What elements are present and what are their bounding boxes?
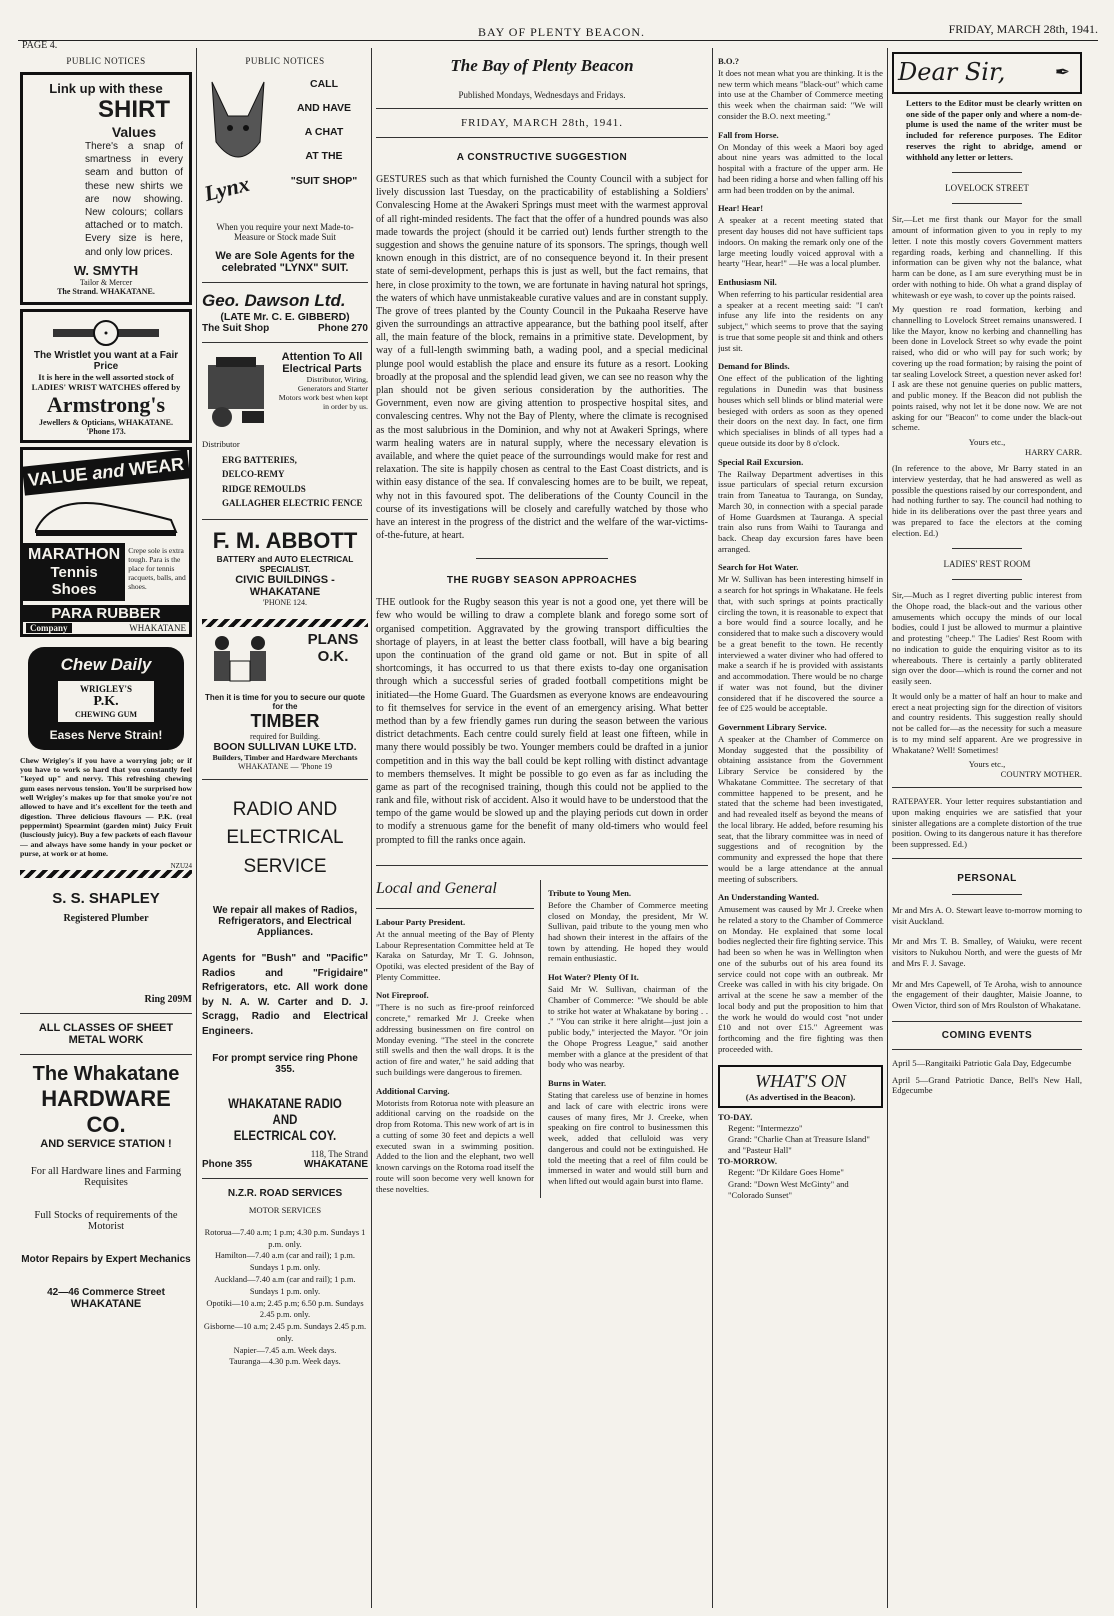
event-item: April 5—Rangitaiki Patriotic Gala Day, Edgecumbe [892, 1057, 1072, 1068]
news-heading: Demand for Blinds. [718, 361, 790, 372]
ad-line: ELECTRICAL [226, 827, 344, 849]
listing: Grand: "Down West McGinty" and "Colorado Sunset" [728, 1178, 849, 1200]
ad-line: RIDGE REMOULDS [222, 483, 306, 494]
news-heading: Fall from Horse. [718, 129, 779, 140]
ad-line: ELECTRICAL COY. [233, 1127, 337, 1144]
news-heading: Labour Party President. [376, 916, 466, 927]
personal-item: Mr and Mrs A. O. Stewart leave to-morrow morning to visit Auckland. [892, 904, 1082, 926]
ad-line: Phone 355 [202, 1159, 253, 1171]
letter-heading: LOVELOCK STREET [945, 183, 1029, 194]
ad-line: CIVIC BUILDINGS - WHAKATANE [235, 573, 335, 598]
ad-line: Then it is time for you to secure our quote for the [204, 692, 365, 711]
news-heading: Additional Carving. [376, 1085, 450, 1096]
news-body: Motorists from Rotorua note with pleasure an additional carving on the roadside on the drop from Rotoma. This new work of art is in a cutting of some 30 feet and depicts a well executed swan in a swimming position. Added to the lion and the elephant, two well known carvings on the Rotoma road itself the route will soon become very well known for these novelties. [376, 1097, 534, 1194]
ad-sub: Tailor & Mercer [79, 277, 133, 287]
column-1 [20, 48, 192, 1608]
ad-line: AND HAVE [296, 102, 352, 115]
edition-date: FRIDAY, MARCH 28th, 1941. [461, 117, 623, 129]
letter-body: Sir,—Much as I regret diverting public interest from the Ohope road, the black-out and the various other amusements which occupy the minds of our local bodies, could I just be allowed to murmur a plaintive and protesting "cheep." The Ladies' Rest Room with no indication to guide the enquiring visitor as to its whereabouts. There is certainly a partly obliterated sign over the door—which is round the corner and not easily seen. [892, 590, 1082, 687]
watch-icon [27, 316, 185, 350]
ad-line: "SUIT SHOP" [290, 174, 358, 187]
news-heading: Hear! Hear! [718, 203, 764, 214]
ad-body: Crepe sole is extra tough. Para is the place for tennis racquets, balls, and shoes. [128, 545, 186, 591]
ad-line: AT THE [305, 150, 343, 163]
page-number: PAGE 4. [22, 40, 58, 51]
column-5 [892, 48, 1082, 1608]
ad-name: BOON SULLIVAN LUKE LTD. [213, 740, 357, 753]
header-date: FRIDAY, MARCH 28th, 1941. [948, 22, 1098, 36]
ad-line: 'PHONE 124. [262, 597, 308, 607]
ad-line: WHAKATANE — 'Phone 19 [238, 761, 332, 771]
news-body: Said Mr W. Sullivan, chairman of the Chamber of Commerce: "We should be able to strike hot water at Whakatane by boring . . ." "You can strike it here alright—just join a public body," interjected the Mayor. "Or join the Ohope Progress League," said another member with a glance at the president of that body who was nearby. [548, 984, 708, 1070]
ad-line: WHAKATANE RADIO AND [228, 1095, 342, 1128]
ad-line: The Wristlet you want at a Fair Price [33, 349, 179, 372]
letter-body: My question re road formation, kerbing and channelling to Lovelock Street remains unanswered. I like the Mayor, know no kerbing and channelling has been done in Lovelock Street so why evade the point raised, who did or who will pay for such work; by covering up the road formation; by raising the point of tar sealing Lovelock Street, a question never asked for! I ask are these not genuine queries on public matters, and public money. If the Beacon did not publish the points raised, why not let it be done now. We are not asking for our "Beacon" to come under the black-out scheme. [892, 304, 1082, 433]
letter-sign: Yours etc., [968, 437, 1006, 448]
letter-sign: HARRY CARR. [1025, 447, 1082, 458]
ad-line: RADIO AND [232, 798, 338, 820]
ad-line: MARATHON [28, 545, 121, 563]
timetable-line: Hamilton—7.40 a.m (car and rail); 1 p.m. Sundays 1 p.m. only. [214, 1251, 355, 1273]
ad-line: The Suit Shop [202, 323, 270, 334]
ad-line: Builders, Timber and Hardware Merchants [212, 752, 358, 762]
news-body: "There is no such as fire-proof reinforced concrete," remarked Mr J. Creeke when addressing businessmen on fire control on Monday evening. "The steel in the concrete still swells and then the wall drops. It is the action of fire and water," he said adding that such buildings were dangerous to firemen. [376, 1002, 534, 1077]
news-heading: Not Fireproof. [376, 990, 429, 1001]
ad-line: Link up with these [49, 81, 163, 96]
news-body: A speaker at a recent meeting stated that present day houses did not have sufficient taps indoors. On making the remark only one of the large meeting loudly voiced approval with a hearty "Hear, hear!" —He was a local plumber. [718, 215, 883, 269]
ad-line: 42—46 Commerce Street [47, 1287, 165, 1299]
shoe-icon [23, 487, 189, 543]
news-heading: Burns in Water. [548, 1078, 607, 1089]
page-header [18, 22, 1098, 51]
column-4 [718, 48, 883, 1608]
ad-code: NZU24 [170, 862, 192, 871]
local-general-heading: Local and General [376, 879, 497, 897]
article-body: THE outlook for the Rugby season this year is not a good one, yet there will be few who would be willing to draw a complete blank and forego some sort of organised competition. Aggravated by the growing transport difficulties the shortage of players, in at least the better class football, will have a big bearing upon the continuation of the grand old game or not. But in spite of all shortcomings, it has occurred to us that there exists to-day one organisation through which a successful series of graded football competitions might be initiated—the Home Guard. The Guardsmen as everyone knows are endeavouring to fit themselves for service in the event of an emergency arising. What better method than by a few friendly games run during the season between the various district detachments. Each centre could surely field at least one fifteen, while in many there would possibly be two. Younger members could be drafted in a junior competition and in this way the ball could be kept rolling with distinct advantage to members themselves. It might be possible to go even as far as including the game as part of the recognised training, though this could not be applied to the rank and file, without risk of accident. Also it would have to be understood that the tempo of the game would be slowed up and the playing periods cut down in order to modify a strenuous game for the benefit of many old-timers who would feel prompted to fill the ranks once again. [376, 597, 708, 846]
ad-line: Company [26, 623, 72, 633]
article-heading: A CONSTRUCTIVE SUGGESTION [456, 152, 628, 163]
nzr-ad [202, 1187, 368, 1368]
dawson-ad [202, 291, 368, 334]
wrigley-ad [20, 647, 192, 879]
ad-addr: The Strand. WHAKATANE. [57, 286, 155, 296]
ad-name: Armstrong's [46, 391, 166, 417]
ad-line: MOTOR SERVICES [248, 1205, 322, 1216]
zigzag-icon [20, 870, 192, 878]
zigzag-icon [202, 619, 368, 627]
header-rule [18, 40, 1098, 41]
builders-icon [202, 631, 286, 693]
article-heading: THE RUGBY SEASON APPROACHES [446, 575, 638, 587]
timetable-line: Auckland—7.40 a.m (car and rail); 1 p.m. Sundays 1 p.m. only. [214, 1275, 356, 1296]
published-line: Published Mondays, Wednesdays and Fridays. [458, 90, 626, 100]
timetable-line: Opotiki—10 a.m; 2.45 p.m; 6.50 p.m. Sundays 2.45 p.m. only. [206, 1298, 364, 1320]
letters-rules: Letters to the Editor must be clearly written on one side of the paper only and where a nom-de-plume is used the name of the writer must be included for reference purposes. The Editor reserves the right to abridge, amend or withhold any letter or letters. [906, 98, 1082, 162]
radio-ad [202, 796, 368, 1171]
quill-icon: ✒ [1054, 62, 1070, 82]
ad-line: Values [111, 124, 157, 140]
news-body: At the annual meeting of the Bay of Plenty Labour Representation Committee held at Te Karaka on Saturday, Mr T. G. Johnson, Opotiki, was elected president of the Bay of Plenty Committee. [376, 928, 534, 982]
ad-line: Eases Nerve Strain! [49, 727, 163, 742]
marathon-ad [20, 447, 192, 637]
lynx-cat-icon [202, 72, 274, 222]
listing: Regent: "Dr Kildare Goes Home" [728, 1167, 844, 1178]
news-heading: B.O.? [718, 56, 740, 66]
news-heading: Special Rail Excursion. [718, 456, 804, 467]
timetable-line: Rotorua—7.40 a.m; 1 p.m; 4.30 p.m. Sundays 1 p.m. only. [204, 1227, 366, 1249]
news-heading: Enthusiasm Nil. [718, 277, 777, 288]
ad-line: A CHAT [304, 126, 344, 139]
news-body: A speaker at the Chamber of Commerce on Monday suggested that the possibility of obtaining assistance from the Government Library Service be considered by the Whakatane Committee. The secretary of that committee happened to be present, and he stated that the scheme had been investigated, and had revealed itself as beyond the means of the local library. He added, before resuming his seat, that the library committee was in need of suggestions and of recognition by the community and expressed the hope that there would be a large attendance at the annual meeting of subscribers. [718, 733, 883, 884]
hardware-ad [20, 1063, 192, 1310]
ad-line: WHAKATANE [70, 1298, 142, 1311]
ad-body: Chew Wrigley's if you have a worrying job; or if you have to work so hard that you constantly feel "keyed up" and nervy. This refreshing chewing gum eases nervous tension. You'll be surprised how well Wrigley's makes up for that smoke you're not allowed to have and it's excellent for the teeth and digestion. Three delicious flavours — P.K. (real peppermint) Spearmint (garden mint) Juicy Fruit (lusciously juicy). Buy a few packets of each flavour — and always have some handy in your pocket or purse, at work or at home. [20, 755, 192, 859]
editor-note: RATEPAYER. Your letter requires substantiation and upon making enquiries we are satisfied that your sinister allegations are a complete distortion of the true position. Owing to its dangerous nature it has therefore been suppressed. Ed.) [892, 796, 1082, 850]
news-heading: An Understanding Wanted. [718, 892, 819, 903]
news-body: Mr W. Sullivan has been interesting himself in a search for hot springs in Whakatane. He feels that, with such springs at points practically circling the town, it is reasonable to expect that a bore would find a source locally, and he considered that to make such a discovery would be a great benefit to the town. He recently interviewed a water diviner who had offered to make a search if he is provided with assistants and accommodation. There would be no charge if water was not found, but the diviner considered that if he discovered the source a fee of £25 would be acceptable. [718, 574, 883, 714]
ad-body: Distributor, Wiring, Generators and Starter Motors work best when kept in order by us. [278, 375, 368, 411]
ad-body: It is here in the well assorted stock of LADIES' WRIST WATCHES offered by [31, 371, 181, 392]
news-body: Before the Chamber of Commerce meeting closed on Monday, the president, Mr W. Sullivan, paid tribute to the young men who had shown their interest in the affairs of the town by attending. He hoped they would remain enthusiastic. [548, 899, 708, 964]
news-body: Amusement was caused by Mr J. Creeke when he related a story to the Chamber of Commerce on Monday. He explained that some local bodies neglected their fire fighting service. This had been so when he was in Wellington when one of the suburbs out of his area found its service could not cope with an outbreak. Mr Creeke was called in with his city brigade. On arrival at the scene he saw a member of the local body and put the proposition to him that the work he would do would cost "not under £10 and not over £15." Agreement was forthcoming and the fire fighting was then proceeded with. [718, 904, 883, 1054]
ad-line: TIMBER [250, 710, 320, 731]
news-body: Stating that careless use of benzine in homes and lack of care with electric irons were causes of many fires, Mr J. Creeke, when speaking on fire control to businessmen this week, added that celluloid was very dangerous and could not be extinguished. He told the meeting that a reel of film could be immersed in water and would still burn and when lifted out would again burst into flame. [548, 1090, 708, 1186]
dear-sir-box [892, 52, 1082, 94]
whats-on-sub: (As advertised in the Beacon). [745, 1091, 856, 1102]
paper-name: BAY OF PLENTY BEACON. [478, 25, 646, 39]
ad-line: CALL [310, 78, 338, 90]
section-label: PUBLIC NOTICES [66, 56, 146, 66]
letter-body: Sir,—Let me first thank our Mayor for the small amount of information given to you in reply to my letter. I note this mostly covers Government matters regarding roads, kerbing and channelling. If this information can be given why not the balance, what harm can be done, as I am sure everything must be in order with nothing to hide. Oh what a grand display of whitewash or eye wash, to cover up the points raised. [892, 214, 1082, 300]
ad-line: AND SERVICE STATION ! [40, 1138, 172, 1151]
ad-name: Geo. Dawson Ltd. [202, 291, 346, 310]
ad-name: W. SMYTH [73, 262, 139, 278]
ad-line: Full Stocks of requirements of the Motorist [34, 1210, 178, 1233]
ad-body: There's a snap of smartness in every seam and button of these new shirts we are now showing. New colours; collars attached or to match. Every size is here, and only low prices. [85, 141, 183, 258]
ad-body: Agents for "Bush" and "Pacific" Radios and "Frigidaire" Refrigerators, etc. All work done by N. A. W. Carter and D. J. Scragg, Radio and Electrical Engineers. [202, 953, 368, 1037]
news-body: One effect of the publication of the lighting regulations in Dunedin was that business houses which sell blinds or blind material were besieged with orders as soon as they opened their doors on the next day. In fact, one firm which specialises in blinds of all types had a queue outside its door by 8 o'clock. [718, 373, 883, 448]
ad-name: F. M. ABBOTT [212, 527, 358, 553]
ad-line: WRIGLEY'S [79, 683, 132, 694]
news-body: The Railway Department advertises in this issue particulars of special return excursion train from Taneatua to Tauranga, on Sunday, March 30, in connection with a special parade of Home Guardsmen at Tauranga. A special train also runs from Waihi to Tauranga and back. Cheap day excursion fares have been arranged. [718, 468, 883, 554]
ad-name: S. S. SHAPLEY [52, 890, 160, 908]
ad-body: When you require your next Made-to-Measure or Stock made Suit [216, 222, 354, 242]
listing-day: TO-MORROW. [718, 1156, 777, 1167]
whats-on-heading: WHAT'S ON [755, 1070, 846, 1091]
timetable-line: Gisborne—10 a.m; 2.45 p.m. Sundays 2.45 p.m. only. [203, 1322, 367, 1343]
lynx-logo: Lynx [202, 170, 252, 207]
section-heading: COMING EVENTS [941, 1029, 1033, 1041]
news-heading: Search for Hot Water. [718, 562, 799, 573]
letter-sign: Yours etc., [968, 759, 1006, 770]
column-3 [376, 48, 708, 1608]
ad-line: WHAKATANE [303, 1159, 368, 1171]
listing: Grand: "Charlie Chan at Treasure Island" and "Pasteur Hall" [728, 1133, 870, 1156]
ad-line: PARA RUBBER [23, 605, 189, 622]
ad-line: Distributor [202, 439, 240, 449]
ad-line: HARDWARE CO. [41, 1086, 171, 1138]
ad-line: P.K. [93, 693, 119, 709]
ad-line: We are Sole Agents for the celebrated "LYNX" SUIT. [215, 250, 355, 274]
masthead: The Bay of Plenty Beacon [450, 56, 634, 75]
ad-line: WHAKATANE [129, 622, 186, 633]
section-heading: PERSONAL [957, 872, 1017, 884]
news-body: It does not mean what you are thinking. It is the new term which means "black-out" which came into use at the Chamber of Commerce meeting this week when the chairman said: "We will consider the B.O. next meeting." [718, 68, 883, 121]
ad-line: Tennis [50, 563, 98, 581]
listing: Regent: "Intermezzo" [728, 1122, 803, 1133]
personal-item: Mr and Mrs T. B. Smalley, of Waiuku, were recent visitors to Nukuhou North, and were the guests of Mr and Mrs F. J. Savage. [892, 936, 1082, 968]
news-heading: Government Library Service. [718, 721, 827, 732]
shapley-ad [20, 890, 192, 1055]
ad-line: For all Hardware lines and Farming Requisites [30, 1166, 182, 1189]
column-2 [202, 48, 368, 1608]
listing-day: TO-DAY. [718, 1111, 753, 1122]
ad-line: Ring 209M [144, 994, 192, 1006]
letter-heading: LADIES' REST ROOM [943, 559, 1031, 570]
whats-on [718, 1065, 883, 1108]
news-body: On Monday of this week a Maori boy aged about nine years was admitted to the local hospital with a fracture of the upper arm. He had been riding a horse and when falling off his arm had been trodden on by the animal. [718, 141, 883, 195]
editor-note: (In reference to the above, Mr Barry stated in an interview yesterday, that he had answered as well as possible the questions raised by our correspondent, and had nothing further to say. The council had nothing to hide in its deliberations over the past three years and was prepared to face the electors at the coming election. Ed.) [892, 463, 1082, 538]
ad-line: ERG BATTERIES, [222, 455, 297, 465]
engine-icon [202, 351, 272, 435]
watch-ad [20, 309, 192, 443]
ad-line: PLANS O.K. [307, 630, 359, 665]
timetable-line: Napier—7.45 a.m. Week days. [233, 1345, 337, 1355]
news-heading: Hot Water? Plenty Of It. [548, 972, 639, 983]
ad-line: Registered Plumber [63, 913, 149, 925]
ad-line: Phone 270 [317, 323, 368, 334]
news-body: When referring to his particular residential area a speaker at a recent meeting said: "I can't infuse any life into the residents on any subject," which seems to prove that the saying is true that some people sit and think and others just sit. [718, 289, 883, 353]
ad-line: For prompt service ring Phone 355. [212, 1053, 358, 1076]
ad-line: ALL CLASSES OF SHEET METAL WORK [38, 1022, 174, 1047]
dear-sir-heading: Dear Sir, [898, 58, 1006, 86]
ad-line: N.Z.R. ROAD SERVICES [227, 1188, 343, 1200]
ad-line: GALLAGHER ELECTRIC FENCE [222, 498, 363, 509]
letter-body: It would only be a matter of half an hour to make and erect a neat projecting sign for the direction of visitors and country residents. This suggestion really should not be called for—as the necessity for such a measure is to my mind self apparent. Are we progressive in Whakatane? Well! Sometimes! [892, 690, 1082, 755]
ad-foot: Jewellers & Opticians, WHAKATANE. 'Phone 173. [39, 417, 173, 436]
ad-body: We repair all makes of Radios, Refrigerators, and Electrical Appliances. [212, 905, 358, 939]
ad-line: SERVICE [243, 855, 327, 877]
timber-ad [202, 631, 368, 771]
news-heading: Tribute to Young Men. [548, 887, 632, 898]
ad-line: required for Building. [250, 731, 320, 741]
letter-sign: COUNTRY MOTHER. [1000, 769, 1082, 780]
ad-line: 118, The Strand [310, 1149, 368, 1160]
ad-line: and [91, 459, 126, 484]
ad-line: The Whakatane [32, 1063, 180, 1086]
ad-line: Attention To All Electrical Parts [281, 351, 363, 375]
ad-line: DELCO-REMY [222, 469, 285, 480]
ad-line: Shoes [51, 580, 97, 598]
abbott-ad [202, 351, 368, 607]
ad-line: WEAR [128, 453, 185, 480]
ad-line: (LATE Mr. C. E. GIBBERD) [220, 311, 350, 323]
ad-line: SHIRT [98, 96, 170, 123]
ad-line: BATTERY and AUTO ELECTRICAL SPECIALIST. [216, 553, 354, 574]
ad-line: Motor Repairs by Expert Mechanics [21, 1254, 191, 1266]
personal-item: Mr and Mrs Capewell, of Te Aroha, wish to announce the engagement of their daughter, Maisie Joanne, to Owen Victor, third son of Mrs Roulston of Whakatane. [892, 978, 1082, 1011]
smyth-ad [20, 72, 192, 305]
event-item: April 5—Grand Patriotic Dance, Bell's New Hall, Edgecumbe [892, 1074, 1082, 1096]
ad-line: Chew Daily [60, 654, 152, 674]
lynx-ad [202, 72, 368, 274]
ad-line: CHEWING GUM [75, 709, 137, 719]
section-label: PUBLIC NOTICES [245, 56, 325, 66]
ad-line: VALUE [26, 463, 89, 490]
article-body: GESTURES such as that which furnished the County Council with a subject for lively discussion last Tuesday, on the practicability of establishing a Soldiers' Convalescing Home at the Awakeri Springs must meet with the warmest approval of all right-minded residents. The fact that the offer of a hundred pounds was also made towards the project (should it be carried out) lends further strength to the suggestion and shows the genuine nature of its sponsors. The springs, though well known enough in this district, are of no consequence beyond it. In their present state of semi-development, perhaps this is just as well, but the fact remains, that here, in close proximity to the town, we are fortunate in having natural hot springs, the waters of which have unmistakeable curative values and are in constant supply. The grove of trees planted by the County Council in the Pukaaha Reserve have given the surroundings an attractive appearance, but the bathing pool itself, after all, the main feature of the block, remains in a primitive state. Development, by way of a full-length swimming bath, a wading pool, and a special medicinal plunge pool would establish the place and ensure its future as a resort. Looking broadly at the proposal and the splendid lead given, we can see no reason why the plan should not be given serious consideration by the authorities. The Government, even now are giving attention to prospective hospital sites, and convalescing centres. Why not the Bay of Plenty, where the climate is recognised as the most salubrious in the Dominion, and why not at Awakeri Springs, where warm healing waters are in natural supply, where the necessary elevation is available, and where the quiet peace of the surroundings would make for rest and relaxation. The site is happily chosen as central to the East Coast districts, and is within easy distance of the sea. If convalescing homes are to be built, we repeat, why not in this favoured spot. The deliberations of the County Council in the course of its investigations will be closely and carefully watched by those who have an interest in the progress of the district and the welfare of the war-victims-of-the-future, at heart. [376, 174, 708, 542]
timetable-line: Tauranga—4.30 p.m. Week days. [229, 1357, 341, 1367]
